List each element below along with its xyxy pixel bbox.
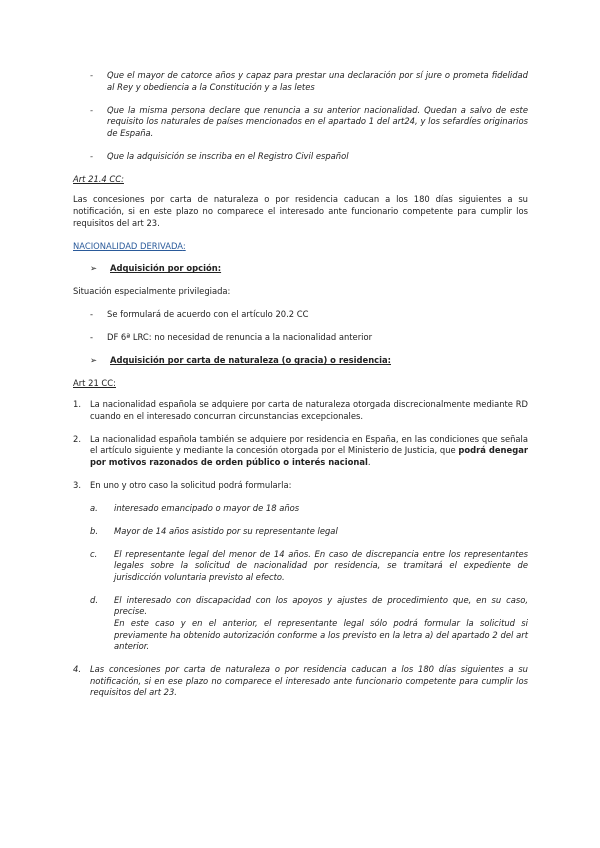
art-21-4-heading: Art 21.4 CC: xyxy=(73,173,124,184)
arrow-bullet-icon: ➢ xyxy=(90,263,98,274)
lettered-item xyxy=(73,526,528,538)
list-marker: - xyxy=(90,309,94,320)
list-item xyxy=(73,151,528,163)
arrow-bullet-icon: ➢ xyxy=(90,355,98,366)
item-text xyxy=(114,595,528,653)
derivada-colon: : xyxy=(182,240,186,251)
item-number: 3. xyxy=(73,479,81,490)
item-letter: c. xyxy=(90,548,98,559)
list-item-text: Que la adquisición se inscriba en el Registro Civil español xyxy=(107,150,349,161)
item-text-part2: En este caso y en el anterior, el representante legal sólo podrá formular la solicitud si previamente ha obtenido autorización conforme a los previsto en la letra a) del apartado 2 del art anterior. xyxy=(114,618,528,652)
derivada-title: NACIONALIDAD DERIVADA xyxy=(73,240,183,251)
item-text: Las concesiones por carta de naturaleza o por residencia caducan a los 180 días siguientes a su notificación, si en ese plazo no comparece el interesado ante funcionario competente para cumplir los requisitos del art 23. xyxy=(90,664,528,698)
art-21-4-paragraph: Las concesiones por carta de naturaleza o por residencia caducan a los 180 días siguientes a su notificación, si en este plazo no comparece el interesado ante funcionario competente para cumplir los requisitos del art 23. xyxy=(73,194,528,228)
situacion-text: Situación especialmente privilegiada: xyxy=(73,286,231,297)
item-letter: b. xyxy=(90,525,98,536)
numbered-item xyxy=(73,399,528,422)
item-number: 2. xyxy=(73,433,81,444)
numbered-item xyxy=(73,664,528,699)
list-marker: - xyxy=(90,70,94,80)
list-item xyxy=(73,70,528,93)
lettered-item xyxy=(73,595,528,653)
item-letter: d. xyxy=(90,594,98,605)
list-item-text: Que el mayor de catorce años y capaz para prestar una declaración por sí jure o prometa fidelidad al Rey y obediencia a la Constitución y a las letes xyxy=(107,70,528,92)
lettered-item xyxy=(73,503,528,515)
lettered-item xyxy=(73,549,528,584)
list-item-text: Que la misma persona declare que renuncia a su anterior nacionalidad. Quedan a salvo de este requisito los naturales de países mencionados en el apartado 1 del art24, y los sefardíes originarios de España. xyxy=(107,104,528,138)
list-item xyxy=(73,105,528,140)
list-item xyxy=(73,332,528,344)
opcion-heading: Adquisición por opción: xyxy=(110,263,222,274)
item-text: En uno y otro caso la solicitud podrá formularla: xyxy=(90,479,292,490)
list-marker: - xyxy=(90,104,94,115)
item-text-part1: El interesado con discapacidad con los apoyos y ajustes de procedimiento que, en su caso, precise. xyxy=(114,594,528,617)
item-text: Mayor de 14 años asistido por su representante legal xyxy=(114,525,338,536)
item-text-bold: podrá denegar por motivos razonados de orden público o interés nacional xyxy=(90,445,528,467)
item-number: 1. xyxy=(73,399,81,409)
list-item-text: DF 6ª LRC: no necesidad de renuncia a la nacionalidad anterior xyxy=(107,332,373,343)
list-marker: - xyxy=(90,150,94,161)
list-item xyxy=(73,309,528,321)
art-21-heading: Art 21 CC: xyxy=(73,378,116,389)
item-text-plain: La nacionalidad española también se adquiere por residencia en España, en las condiciones que señala el artículo siguiente y mediante la concesión otorgada por el Ministerio de Justicia, que xyxy=(90,433,528,456)
carta-heading: Adquisición por carta de naturaleza (o gracia) o residencia: xyxy=(110,355,391,366)
item-text xyxy=(90,434,528,469)
section-heading-carta xyxy=(73,355,528,367)
list-marker: - xyxy=(90,332,94,343)
item-text: El representante legal del menor de 14 años. En caso de discrepancia entre los representantes legales sobre la solicitud de nacionalidad por residencia, se tramitará el expediente de jurisdicción voluntaria previsto al efecto. xyxy=(114,548,528,582)
item-text: La nacionalidad española se adquiere por carta de naturaleza otorgada discrecionalmente mediante RD cuando en el interesado concurran circunstancias excepcionales. xyxy=(90,399,528,421)
item-letter: a. xyxy=(90,502,98,513)
numbered-item xyxy=(73,434,528,469)
item-text-end: . xyxy=(367,456,371,467)
document-page xyxy=(73,70,528,710)
list-item-text: Se formulará de acuerdo con el artículo 20.2 CC xyxy=(107,309,309,320)
nacionalidad-derivada-heading xyxy=(73,241,528,253)
section-heading-opcion xyxy=(73,263,528,275)
item-text: interesado emancipado o mayor de 18 años xyxy=(114,502,300,513)
numbered-item xyxy=(73,480,528,492)
item-number: 4. xyxy=(73,664,81,675)
